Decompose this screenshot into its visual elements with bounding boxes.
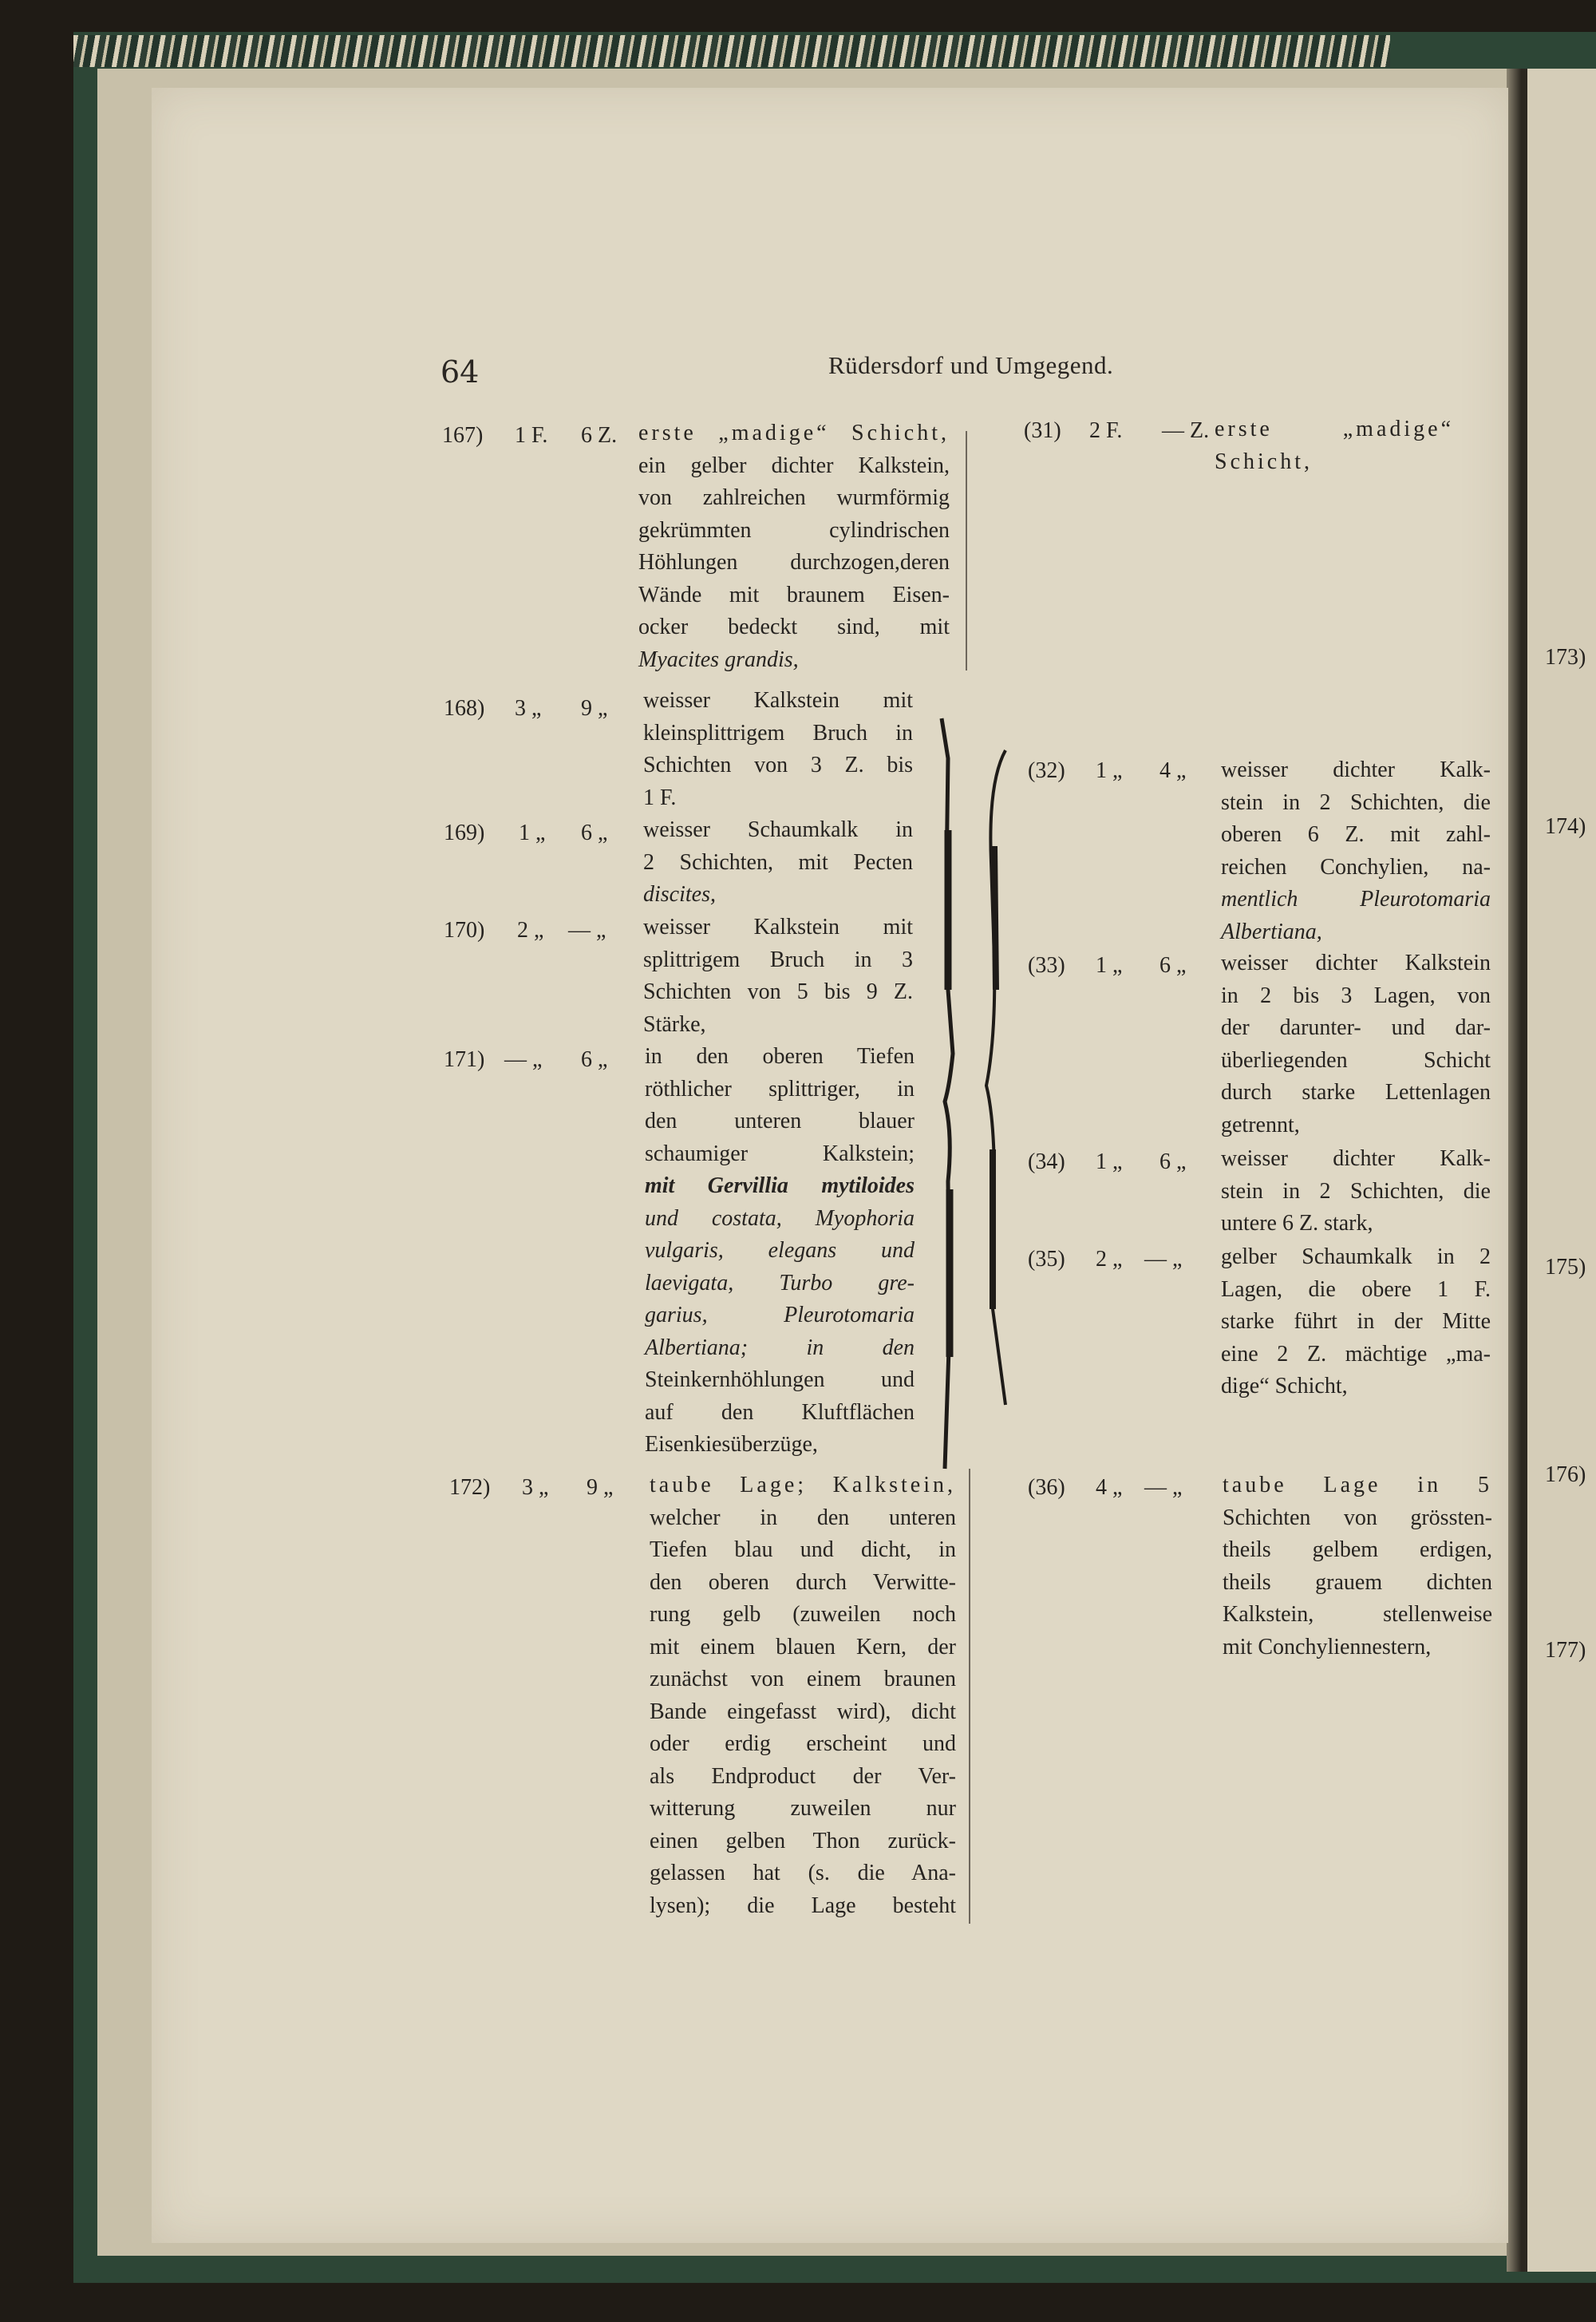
marbled-edge	[73, 35, 1390, 67]
page-number: 64	[440, 354, 480, 390]
book-gutter	[1507, 69, 1527, 2272]
entry-inches: 6 „	[581, 1047, 608, 1072]
entry-description: taube Lage; Kalkstein, welcher in den unteren Tiefen blau und dicht, in den oberen durch Verwitte- rung gelb (zuweilen noch mit einem blauen Kern, der zunächst von einem braunen Bande eingefasst wird), dicht oder erdig erscheint und als Endproduct der Ver- witterung zuweilen nur einen gelben Thon zurück- gelassen hat (s. die Ana- lysen); die Lage besteht	[650, 1473, 956, 1918]
entry-number: 168)	[444, 696, 485, 721]
margin-number: 173)	[1545, 645, 1586, 670]
entry-number: (34)	[1028, 1149, 1065, 1174]
entry-feet: 1 „	[1096, 953, 1123, 978]
entry-inches: 6 „	[581, 821, 608, 845]
entry-inches: 9 „	[587, 1475, 614, 1500]
entry-inches: 6 „	[1159, 953, 1187, 978]
grouping-brackets	[918, 702, 1029, 1501]
entry-inches: — „	[1144, 1247, 1183, 1272]
entry-description: weisser dichter Kalk- stein in 2 Schichten, die untere 6 Z. stark,	[1221, 1146, 1491, 1236]
entry-feet: 2 „	[517, 918, 544, 943]
entry-description: weisser Kalkstein mit kleinsplittrigem Bruch in Schichten von 3 Z. bis 1 F.	[643, 688, 913, 810]
entry-description: erste „madige“ Schicht, ein gelber dichter Kalkstein, von zahlreichen wurmförmig gekrümmten cylindrischen Höhlungen durchzogen,deren Wände mit braunem Eisen- ocker bedeckt sind, mit Myacites grandis,	[638, 421, 950, 672]
entry-feet: — „	[504, 1047, 543, 1072]
entry-description: weisser dichter Kalk- stein in 2 Schichten, die oberen 6 Z. mit zahl- reichen Conchylien, na- mentlich Pleurotomaria Albertiana,	[1221, 758, 1491, 944]
entry-description: in den oberen Tiefen röthlicher splittriger, in den unteren blauer schaumiger Kalkstein; mit Gervillia mytiloides und costata, Myophoria vulgaris, elegans und laevigata, Turbo gre- garius, Pleurotomaria Albertiana; in den Steinkernhöhlungen und auf den Kluftflächen Eisenkiesüberzüge,	[645, 1044, 915, 1457]
entry-inches: 4 „	[1159, 758, 1187, 783]
entry-inches: — „	[1144, 1475, 1183, 1500]
margin-number: 174)	[1545, 814, 1586, 839]
entry-description: weisser Kalkstein mit splittrigem Bruch in 3 Schichten von 5 bis 9 Z. Stärke,	[643, 915, 913, 1037]
entry-description: taube Lage in 5 Schichten von grössten- theils gelbem erdigen, theils grauem dichten Kalkstein, stellenweise mit Conchyliennestern,	[1223, 1473, 1492, 1659]
entry-feet: 1 „	[1096, 1149, 1123, 1174]
column-divider	[969, 1469, 970, 1924]
entry-inches: — Z.	[1162, 418, 1210, 443]
entry-feet: 2 „	[1096, 1247, 1123, 1272]
entry-description: erste „madige“ Schicht,	[1215, 417, 1454, 474]
entry-feet: 4 „	[1096, 1475, 1123, 1500]
column-divider	[966, 431, 967, 670]
entry-description: weisser Schaumkalk in 2 Schichten, mit Pecten discites,	[643, 817, 913, 907]
entry-description: gelber Schaumkalk in 2 Lagen, die obere 1 F. starke führt in der Mitte eine 2 Z. mächtige „ma- dige“ Schicht,	[1221, 1244, 1491, 1398]
entry-inches: 6 Z.	[581, 423, 618, 448]
entry-number: (36)	[1028, 1475, 1065, 1500]
running-header: Rüdersdorf und Umgegend.	[828, 351, 1114, 379]
entry-number: (33)	[1028, 953, 1065, 978]
entry-inches: 6 „	[1159, 1149, 1187, 1174]
entry-feet: 1 „	[1096, 758, 1123, 783]
entry-description: weisser dichter Kalkstein in 2 bis 3 Lagen, von der darunter- und dar- überliegenden Schicht durch starke Lettenlagen getrennt,	[1221, 951, 1491, 1137]
entry-inches: — „	[568, 918, 606, 943]
entry-number: 169)	[444, 821, 485, 845]
entry-inches: 9 „	[581, 696, 608, 721]
entry-number: 167)	[442, 423, 484, 448]
entry-number: (32)	[1028, 758, 1065, 783]
entry-number: (35)	[1028, 1247, 1065, 1272]
entry-feet: 3 „	[515, 696, 542, 721]
entry-number: (31)	[1024, 418, 1061, 443]
entry-feet: 3 „	[522, 1475, 549, 1500]
facing-page	[1527, 69, 1596, 2272]
margin-number: 177)	[1545, 1638, 1586, 1663]
margin-number: 176)	[1545, 1462, 1586, 1487]
entry-number: 170)	[444, 918, 485, 943]
entry-feet: 2 F.	[1089, 418, 1123, 443]
margin-number: 175)	[1545, 1255, 1586, 1280]
entry-number: 171)	[444, 1047, 485, 1072]
entry-feet: 1 F.	[515, 423, 548, 448]
entry-number: 172)	[449, 1475, 491, 1500]
right-bracket-heavy	[994, 846, 996, 990]
entry-feet: 1 „	[519, 821, 546, 845]
